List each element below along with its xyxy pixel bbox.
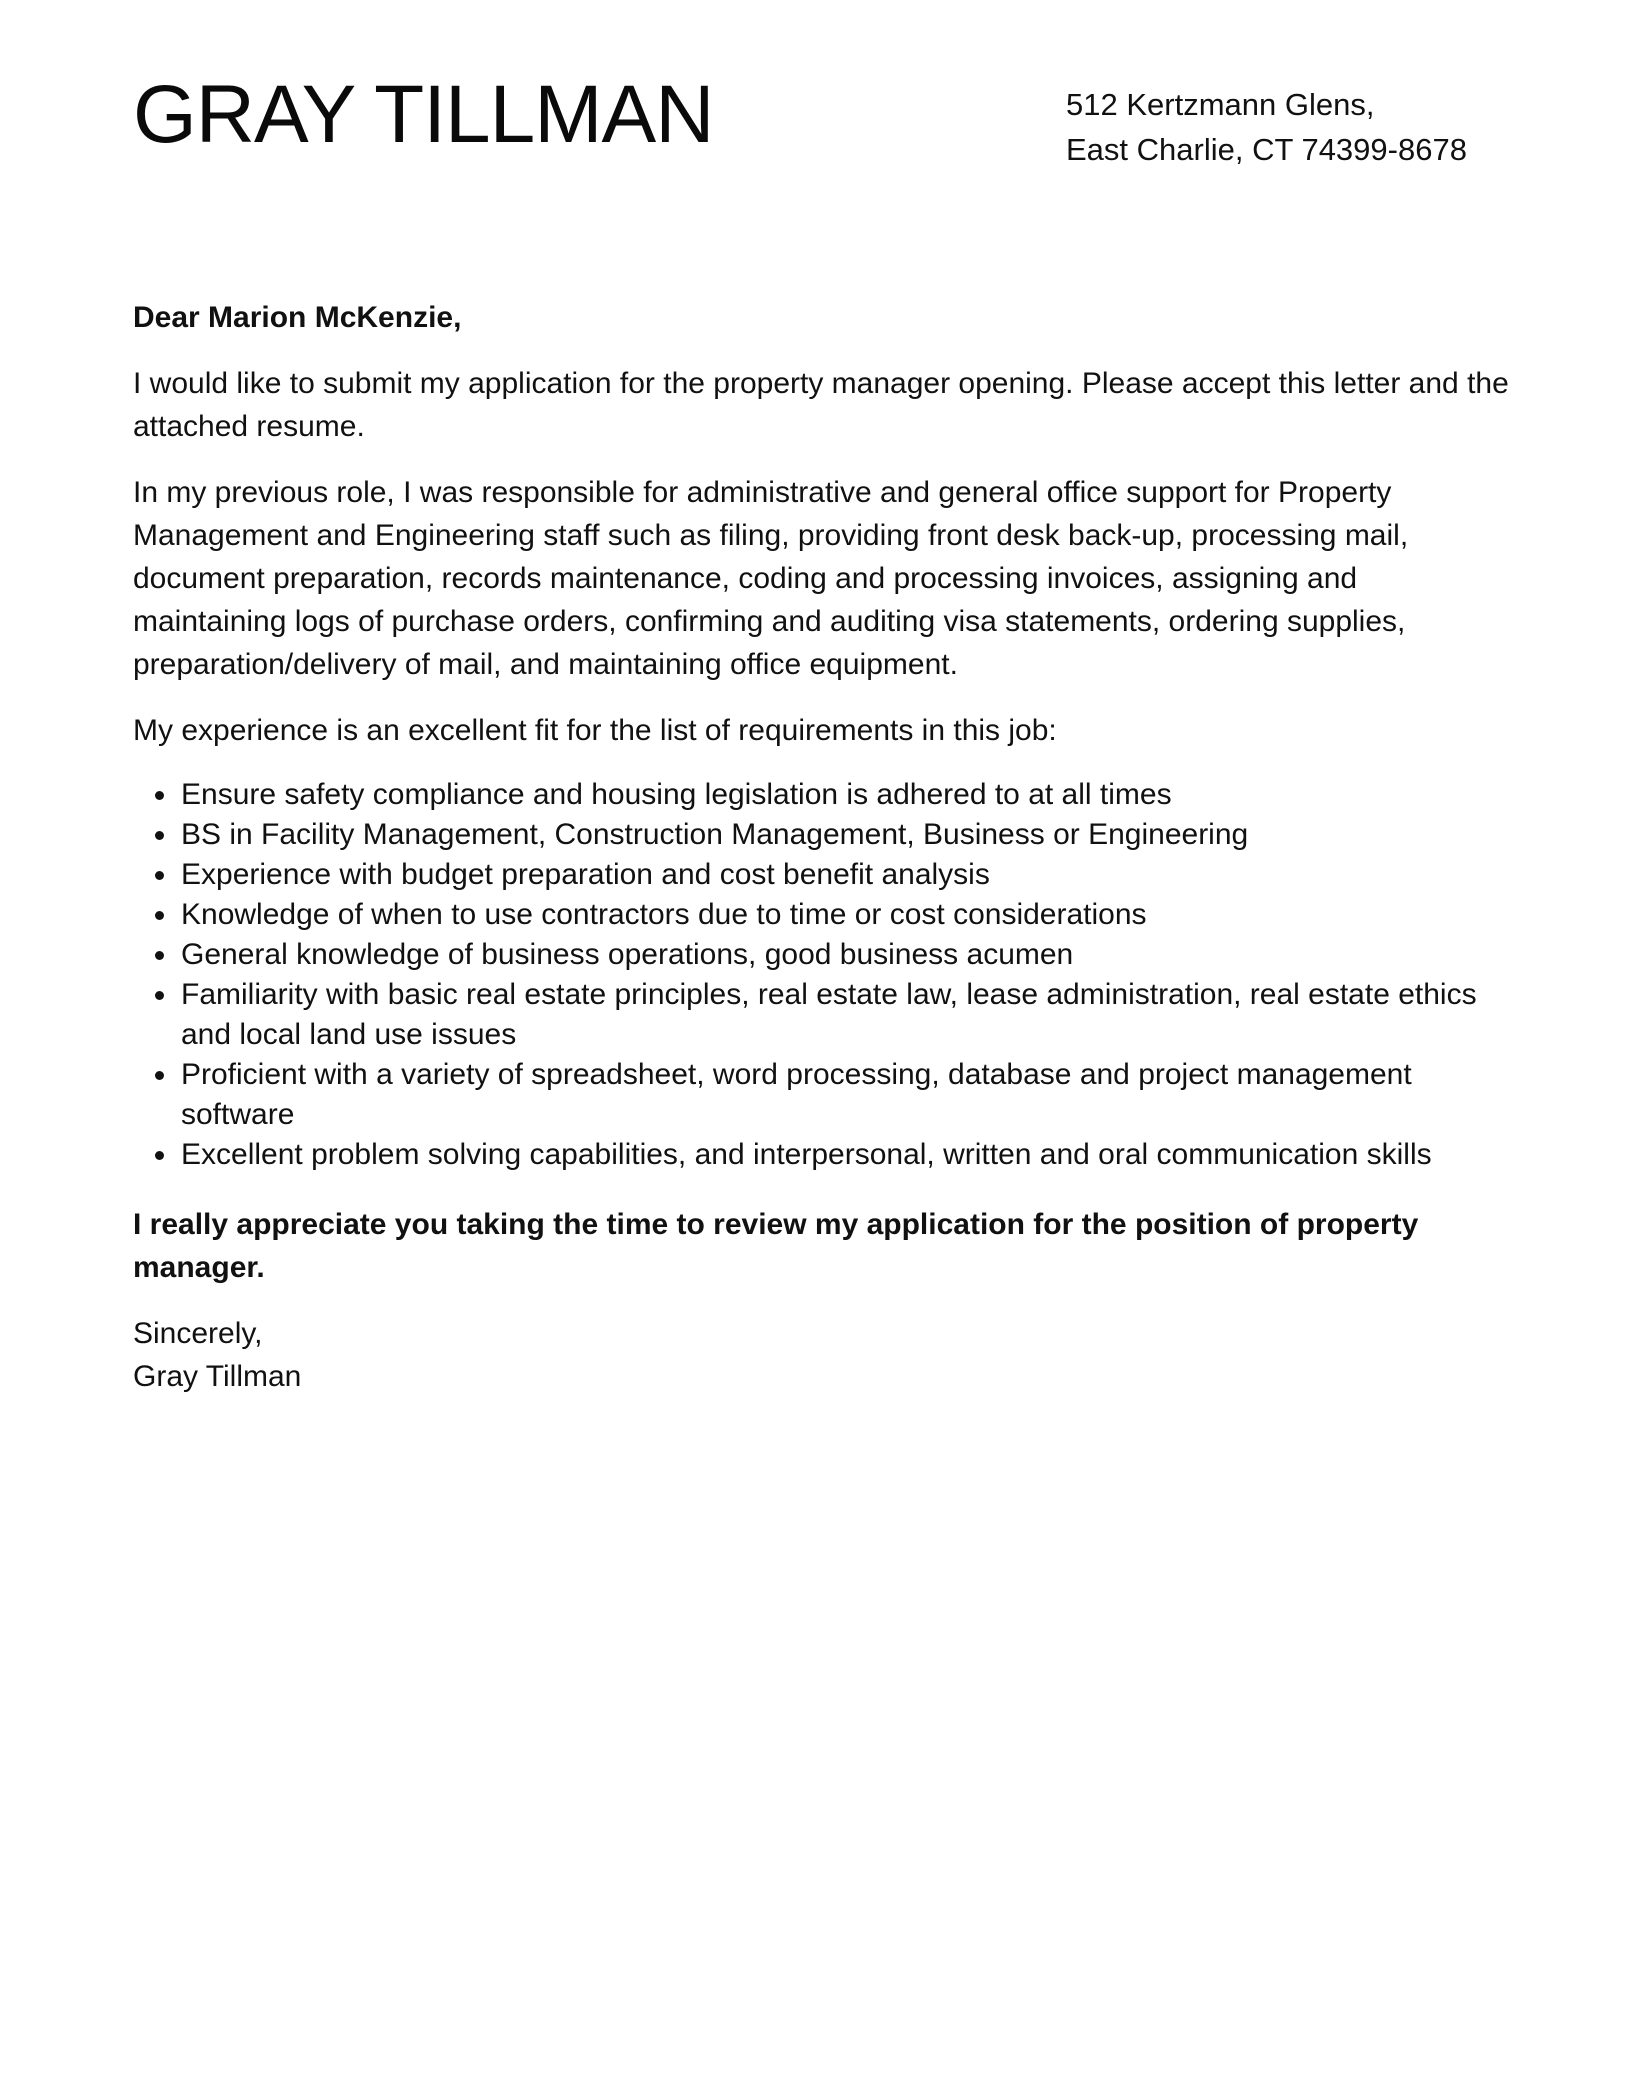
bullet-icon: [155, 951, 164, 960]
address-line-1: 512 Kertzmann Glens,: [1066, 87, 1375, 122]
list-item: [133, 935, 1513, 975]
bullet-icon: [155, 911, 164, 920]
letter-body: [133, 296, 1513, 1398]
requirement-text: General knowledge of business operations, good business acumen: [181, 938, 1074, 971]
bullet-icon: [155, 1071, 164, 1080]
requirement-text: Excellent problem solving capabilities, and interpersonal, written and oral communication skills: [181, 1138, 1432, 1171]
requirement-text: Proficient with a variety of spreadsheet, word processing, database and project management software: [181, 1058, 1412, 1131]
intro-paragraph: I would like to submit my application for the property manager opening. Please accept this letter and the attached resume.: [133, 367, 1509, 443]
experience-paragraph: In my previous role, I was responsible for administrative and general office support for Property Management and Engineering staff such as filing, providing front desk back-up, processing mail, document preparation, records maintenance, coding and processing invoices, assigning and maintaining logs of purchase orders, confirming and auditing visa statements, ordering supplies, preparation/delivery of mail, and maintaining office equipment.: [133, 476, 1409, 681]
list-item: [133, 775, 1513, 815]
list-item: [133, 895, 1513, 935]
address-block: [1066, 82, 1516, 172]
bullet-icon: [155, 831, 164, 840]
requirement-text: Experience with budget preparation and cost benefit analysis: [181, 858, 990, 891]
list-item: [133, 1135, 1513, 1175]
salutation: Dear Marion McKenzie,: [133, 301, 462, 334]
bullet-icon: [155, 991, 164, 1000]
closing-paragraph: I really appreciate you taking the time to review my application for the position of property manager.: [133, 1208, 1419, 1284]
bullet-icon: [155, 1151, 164, 1160]
list-item: [133, 975, 1513, 1055]
requirements-list: [133, 775, 1513, 1175]
signature-name: Gray Tillman: [133, 1360, 302, 1393]
signoff-text: Sincerely,: [133, 1317, 263, 1350]
signoff-block: [133, 1312, 1513, 1398]
requirement-text: Knowledge of when to use contractors due to time or cost considerations: [181, 898, 1147, 931]
list-item: [133, 1055, 1513, 1135]
list-item: [133, 815, 1513, 855]
address-line-2: East Charlie, CT 74399-8678: [1066, 132, 1467, 167]
bullet-icon: [155, 791, 164, 800]
list-item: [133, 855, 1513, 895]
requirement-text: Familiarity with basic real estate principles, real estate law, lease administration, real estate ethics and local land use issues: [181, 978, 1477, 1051]
applicant-name: GRAY TILLMAN: [133, 69, 714, 160]
requirement-text: Ensure safety compliance and housing legislation is adhered to at all times: [181, 778, 1172, 811]
requirement-text: BS in Facility Management, Construction Management, Business or Engineering: [181, 818, 1249, 851]
bullet-icon: [155, 871, 164, 880]
fit-intro-paragraph: My experience is an excellent fit for the list of requirements in this job:: [133, 714, 1057, 747]
